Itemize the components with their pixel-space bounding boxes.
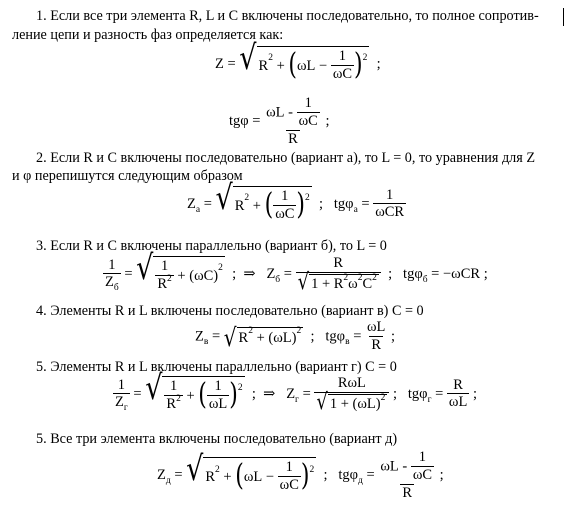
formula-part: 2	[218, 263, 223, 274]
formula-part: R	[166, 395, 177, 412]
formula-part: √	[316, 389, 328, 416]
formula-part: ωC	[332, 65, 353, 82]
item-2-line-1: 2. Если R и C включены последовательно (вариант а), то L = 0, то уравнения для Z	[36, 150, 535, 166]
formula-part: R	[453, 376, 463, 393]
formula-part: R	[234, 197, 245, 214]
formula-part	[411, 450, 434, 484]
formula-part: (	[235, 459, 244, 494]
formula-5	[113, 368, 477, 416]
formula-part: 2	[268, 53, 273, 64]
formula-part	[145, 368, 244, 413]
formula-part	[239, 38, 369, 83]
formula-part: √	[239, 38, 257, 78]
formula-part: Z	[266, 265, 276, 282]
formula-part	[257, 46, 370, 83]
formula-part: )	[300, 459, 310, 494]
formula-part: 1	[285, 459, 293, 476]
formula-part: +	[177, 267, 186, 284]
formula-part: ;	[483, 265, 488, 282]
formula-part	[297, 269, 379, 296]
formula-part: )	[296, 188, 305, 223]
formula-part: б	[422, 274, 428, 285]
formula-part	[113, 378, 130, 412]
formula-part: RωL	[337, 375, 366, 391]
formula-part	[223, 321, 303, 352]
formula-6	[157, 450, 444, 502]
formula-part: ωL	[380, 458, 399, 475]
formula-part: Z	[187, 195, 196, 212]
formula-4	[195, 320, 395, 354]
formula-part: =	[431, 265, 440, 282]
formula-part	[447, 378, 469, 412]
formula-part: +	[223, 469, 232, 486]
formula-part: ⇒	[263, 385, 276, 402]
formula-part	[296, 269, 381, 296]
formula-part	[331, 49, 354, 83]
formula-part	[314, 389, 389, 416]
formula-part: ;	[393, 385, 398, 402]
formula-part	[264, 96, 322, 130]
formula-part: (	[268, 330, 274, 347]
formula-part: 2	[215, 464, 220, 475]
formula-part: в	[345, 337, 350, 348]
formula-part	[164, 379, 182, 413]
formula-part: −	[319, 57, 328, 74]
formula-part: R	[205, 469, 216, 486]
formula-part: C	[362, 275, 373, 292]
formula-part: ωC	[412, 466, 433, 483]
formula-part: ;	[323, 467, 328, 484]
formula-part: √	[297, 269, 310, 296]
formula-part: Z	[115, 394, 124, 411]
formula-part: ωC	[275, 205, 295, 222]
formula-part: ωL	[266, 104, 285, 121]
formula-part	[233, 186, 312, 223]
formula-part	[103, 273, 121, 294]
formula-part: 2	[176, 393, 181, 404]
formula-part: R	[288, 130, 298, 147]
formula-part: =	[133, 385, 142, 402]
formula-part	[378, 450, 436, 502]
formula-part: −ωCR	[442, 265, 481, 282]
formula-part: 2	[296, 325, 302, 336]
formula-part: 2	[237, 383, 243, 394]
formula-part: +	[256, 330, 265, 347]
formula-part: )	[213, 267, 219, 284]
formula-part: а	[353, 204, 358, 215]
formula-part: 1 + (ωL)	[329, 395, 381, 412]
formula-part: 2	[362, 53, 368, 64]
formula-part: 1	[160, 258, 169, 274]
formula-part	[365, 320, 387, 354]
formula-part	[297, 96, 320, 130]
formula-part	[378, 450, 436, 484]
formula-part: ;	[439, 467, 444, 484]
formula-part: (	[198, 378, 207, 413]
formula-part	[237, 327, 304, 347]
formula-part: (	[189, 267, 195, 284]
formula-part: =	[174, 467, 183, 484]
formula-part: tgφ	[407, 385, 428, 402]
formula-part: 2	[305, 193, 310, 204]
formula-part: 1	[170, 378, 178, 394]
formula-part: д	[358, 476, 363, 487]
formula-part: =	[211, 328, 221, 345]
formula-part: 1	[281, 188, 289, 204]
formula-part: ;	[232, 265, 237, 282]
formula-part: tgφ	[403, 265, 423, 282]
formula-part: +	[276, 57, 285, 74]
formula-part	[203, 457, 316, 494]
formula-part: (	[264, 188, 274, 223]
formula-part: R	[371, 336, 382, 353]
formula-part: 2	[343, 272, 349, 283]
formula-part: ωL	[367, 319, 386, 335]
formula-part: Z	[195, 328, 204, 345]
formula-part: 1	[338, 48, 347, 64]
formula-part: 1	[418, 449, 427, 465]
formula-part: R	[333, 255, 344, 271]
formula-part	[136, 248, 225, 293]
formula-part: г	[295, 394, 299, 405]
formula-part: ωL	[208, 395, 228, 412]
formula-part: ;	[472, 385, 477, 402]
formula-part: 2	[248, 325, 253, 336]
formula-part: ωC	[194, 267, 214, 284]
item-4-line-1: 4. Элементы R и L включены последовательно (вариант в) C = 0	[36, 303, 424, 319]
formula-part: ⇒	[243, 265, 256, 282]
formula-part: √	[223, 321, 237, 352]
formula-part: 1	[214, 378, 222, 394]
formula-part	[373, 188, 406, 222]
formula-part: ;	[310, 328, 315, 345]
formula-part: √	[136, 248, 154, 288]
formula-part: )	[229, 378, 238, 413]
formula-part: +	[252, 197, 261, 214]
formula-part	[155, 259, 173, 293]
formula-part	[278, 460, 301, 494]
formula-part: 1	[117, 376, 125, 393]
formula-part	[155, 275, 173, 293]
item-6-line-1: 5. Все три элемента включены последовательно (вариант д)	[36, 431, 398, 447]
formula-part: ;	[391, 328, 396, 345]
item-1-line-2: ление цепи и разность фаз определяется как:	[12, 27, 284, 43]
formula-part	[314, 375, 389, 416]
formula-part: +	[186, 387, 195, 404]
formula-part: 2	[309, 464, 315, 475]
formula-part: 2	[357, 272, 363, 283]
formula-part: ωL	[296, 57, 316, 74]
formula-part: tgφ	[333, 195, 354, 212]
formula-part: =	[435, 385, 444, 402]
formula-part: ;	[376, 55, 381, 72]
item-1-line-1: 1. Если все три элемента R, L и C включены последовательно, то полное сопротив-	[36, 8, 539, 24]
formula-part: 2	[372, 272, 377, 283]
formula-part: ωL	[273, 330, 292, 347]
formula-part	[215, 178, 312, 223]
formula-part: tgφ	[229, 113, 249, 130]
formula-part: =	[366, 467, 375, 484]
text-cursor	[563, 8, 564, 26]
formula-part: =	[124, 265, 133, 282]
formula-part: ωL	[448, 394, 468, 411]
formula-part: √	[215, 178, 233, 218]
formula-part: ωCR	[375, 204, 405, 221]
formula-2	[187, 178, 406, 223]
formula-part: ;	[251, 385, 256, 402]
formula-part: )	[354, 48, 363, 83]
formula-part: а	[195, 204, 201, 215]
formula-part: =	[252, 113, 261, 130]
formula-part: Z	[215, 55, 224, 72]
formula-part: Z	[286, 385, 296, 402]
formula-part: =	[302, 385, 311, 402]
formula-part: г	[427, 394, 432, 405]
formula-part	[162, 376, 244, 413]
formula-part: R	[238, 330, 249, 347]
formula-part	[309, 274, 379, 293]
formula-part: =	[227, 55, 236, 72]
formula-part	[273, 189, 296, 223]
formula-part	[186, 450, 316, 494]
formula-part: √	[145, 368, 163, 408]
item-2-line-2: и φ перепишутся следующим образом	[12, 168, 243, 184]
formula-part: R	[157, 275, 168, 292]
formula-part	[316, 389, 387, 416]
formula-3	[103, 248, 488, 296]
formula-part	[207, 379, 229, 413]
formula-part: б	[113, 283, 119, 294]
formula-part: R	[402, 484, 412, 501]
formula-part: ω	[348, 275, 358, 292]
formula-1-phase	[229, 96, 329, 148]
formula-part	[164, 395, 182, 413]
formula-part: ;	[388, 265, 393, 282]
formula-part: √	[186, 450, 204, 490]
formula-part: ωC	[279, 477, 299, 494]
formula-part: ωC	[298, 112, 318, 129]
formula-part: R	[258, 57, 269, 74]
formula-part: Z	[105, 274, 114, 291]
formula-part: г	[123, 403, 128, 414]
formula-part: 2	[167, 273, 172, 284]
formula-part: в	[203, 337, 209, 348]
formula-part: 2	[380, 392, 386, 403]
formula-part: Z	[157, 467, 166, 484]
formula-part: (	[288, 48, 297, 83]
formula-part	[296, 255, 381, 296]
formula-part: tgφ	[338, 467, 359, 484]
formula-part: =	[203, 195, 212, 212]
formula-part: )	[291, 330, 297, 347]
formula-part	[328, 394, 388, 413]
formula-part: =	[361, 195, 370, 212]
formula-part: =	[283, 265, 292, 282]
formula-part	[153, 256, 225, 293]
formula-part: 1	[108, 256, 116, 273]
formula-part: ωL	[243, 469, 263, 486]
formula-part: 1	[304, 95, 312, 111]
formula-1-impedance	[215, 38, 381, 83]
formula-part	[113, 393, 130, 414]
formula-part: ;	[325, 113, 330, 130]
formula-part: д	[165, 476, 171, 487]
formula-part: −	[265, 469, 275, 486]
formula-part: ;	[319, 195, 324, 212]
formula-part: б	[275, 274, 281, 285]
formula-part	[264, 96, 322, 148]
formula-part: tgφ	[325, 328, 346, 345]
formula-part: 1 + R	[311, 275, 344, 292]
formula-part: -	[288, 104, 293, 121]
item-3-line-1: 3. Если R и C включены параллельно (вариант б), то L = 0	[36, 238, 387, 254]
formula-part: 2	[244, 193, 250, 204]
formula-part: -	[402, 458, 408, 475]
formula-part: 1	[386, 186, 394, 203]
item-5-line-1: 5. Элементы R и L включены параллельно (вариант г) C = 0	[36, 359, 397, 375]
formula-part	[103, 258, 121, 292]
formula-part: =	[353, 328, 362, 345]
